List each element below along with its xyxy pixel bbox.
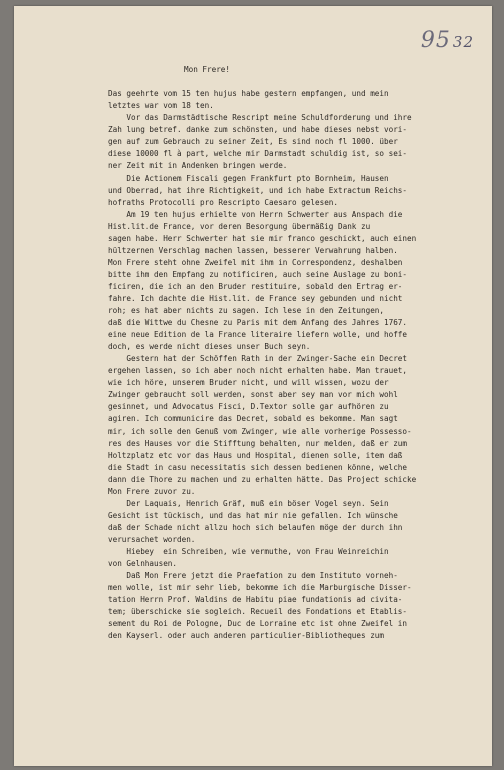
letter-line: verursachet worden. [108,534,196,544]
letter-line: Daß Mon Frere jetzt die Praefation zu dem Instituto vorneh- [108,571,398,581]
page-number-alt: 32 [452,33,474,51]
letter-line: Gestern hat der Schöffen Rath in der Zwinger-Sache ein Decret [108,354,408,364]
letter-line: Am 19 ten hujus erhielte von Herrn Schwerter aus Anspach die [108,209,403,219]
letter-line: eine neue Edition de la France literaire liefern wolle, und hoffe [108,330,408,340]
letter-line: dann die Thore zu machen und zu erhalten hätte. Das Project schicke [108,474,417,484]
letter-line: agiren. Ich communicire das Decret, sobald es bekomme. Man sagt [108,414,398,424]
letter-line: gen auf zum Gebrauch zu seiner Zeit, Es sind noch fl 1000. über [108,137,398,147]
letter-line: Das geehrte vom 15 ten hujus habe gestern empfangen, und mein [108,89,389,99]
letter-line: men wolle, ist mir sehr lieb, bekomme ich die Marburgische Disser- [108,583,412,593]
letter-line: Der Laquais, Henrich Gräf, muß ein böser Vogel seyn. Sein [108,498,389,508]
letter-line: Die Actionem Fiscali gegen Frankfurt pto Bornheim, Hausen [108,173,389,183]
letter-line: von Gelnhausen. [108,559,178,569]
letter-line: sagen habe. Herr Schwerter hat sie mir franco geschickt, auch einen [108,233,417,243]
letter-line: mir, ich solle den Genuß vom Zwinger, wie alle vorherige Possesso- [108,426,412,436]
letter-line: diese 10000 fl à part, welche mir Darmstadt schuldig ist, so sei- [108,149,408,159]
letter-line: hültzernen Verschlag machen lassen, besserer Verwahrung halben. [108,245,398,255]
letter-line: hofraths Protocolli pro Rescripto Caesaro gelesen. [108,197,339,207]
letter-line: fahre. Ich dachte die Hist.lit. de France sey gebunden und nicht [108,293,403,303]
letter-line: Hiebey ein Schreiben, wie vermuthe, von Frau Weinreichin [108,546,389,556]
letter-line: tation Herrn Prof. Waldins de Habitu piae fundationis ad civita- [108,595,403,605]
letter-line: ergehen lassen, so ich aber noch nicht erhalten habe. Man trauet, [108,366,408,376]
letter-line: Mon Frere zuvor zu. [108,486,196,496]
letter-line: Gesicht ist tückisch, und das hat mir nie gefallen. Ich wünsche [108,510,398,520]
letter-line: daß die Wittwe du Chesne zu Paris mit dem Anfang des Jahres 1767. [108,318,408,328]
letter-line: roh; es hat aber nichts zu sagen. Ich lese in den Zeitungen, [108,306,385,316]
letter-line: sement du Roi de Pologne, Duc de Lorraine etc ist ohne Zweifel in [108,619,408,629]
letter-line: daß der Schade nicht allzu hoch sich belaufen möge der durch ihn [108,522,403,532]
letter-line: Holtzplatz etc vor das Haus und Hospital, dienen solle, item daß [108,450,403,460]
letter-line: gesinnet, und Advocatus Fisci, D.Textor solle gar aufhören zu [108,402,389,412]
salutation: Mon Frere! [184,65,231,75]
letter-line: und Oberrad, hat ihre Richtigkeit, und ich habe Extractum Reichs- [108,185,408,195]
letter-line: Zah lung betref. danke zum schönsten, und habe dieses nebst vori- [108,125,408,135]
letter-line: doch, es werde nicht dieses unser Buch seyn. [108,342,311,352]
letter-line: Mon Frere steht ohne Zweifel mit ihm in Correspondenz, deshalben [108,257,403,267]
letter-line: Hist.lit.de France, vor deren Besorgung übermäßig Dank zu [108,221,371,231]
letter-line: Zwinger gebraucht soll werden, sonst aber sey man vor mich wohl [108,390,398,400]
letter-line: ner Zeit mit in Andenken bringen werde. [108,161,288,171]
page-number-main: 95 [420,28,451,53]
letter-line: die Stadt in casu necessitatis sich dessen bedienen könne, welche [108,462,408,472]
letter-body [108,40,484,642]
letter-line: wie ich höre, unserem Bruder nicht, und will wissen, wozu der [108,378,389,388]
letter-line: Vor das Darmstädtische Rescript meine Schuldforderung und ihre [108,113,412,123]
letter-line: ficiren, die ich an den Bruder restituire, sobald den Ertrag er- [108,281,403,291]
letter-line: bitte ihm den Empfang zu notificiren, auch seine Auslage zu boni- [108,269,408,279]
letter-line: res des Hauses vor die Stifftung behalten, nur melden, daß er zum [108,438,408,448]
letter-line: den Kayserl. oder auch anderen particulier-Bibliotheques zum [108,631,385,641]
letter-line: tem; überschicke sie sogleich. Recueil des Fondations et Etablis- [108,607,408,617]
letter-line: letztes war vom 18 ten. [108,101,214,111]
